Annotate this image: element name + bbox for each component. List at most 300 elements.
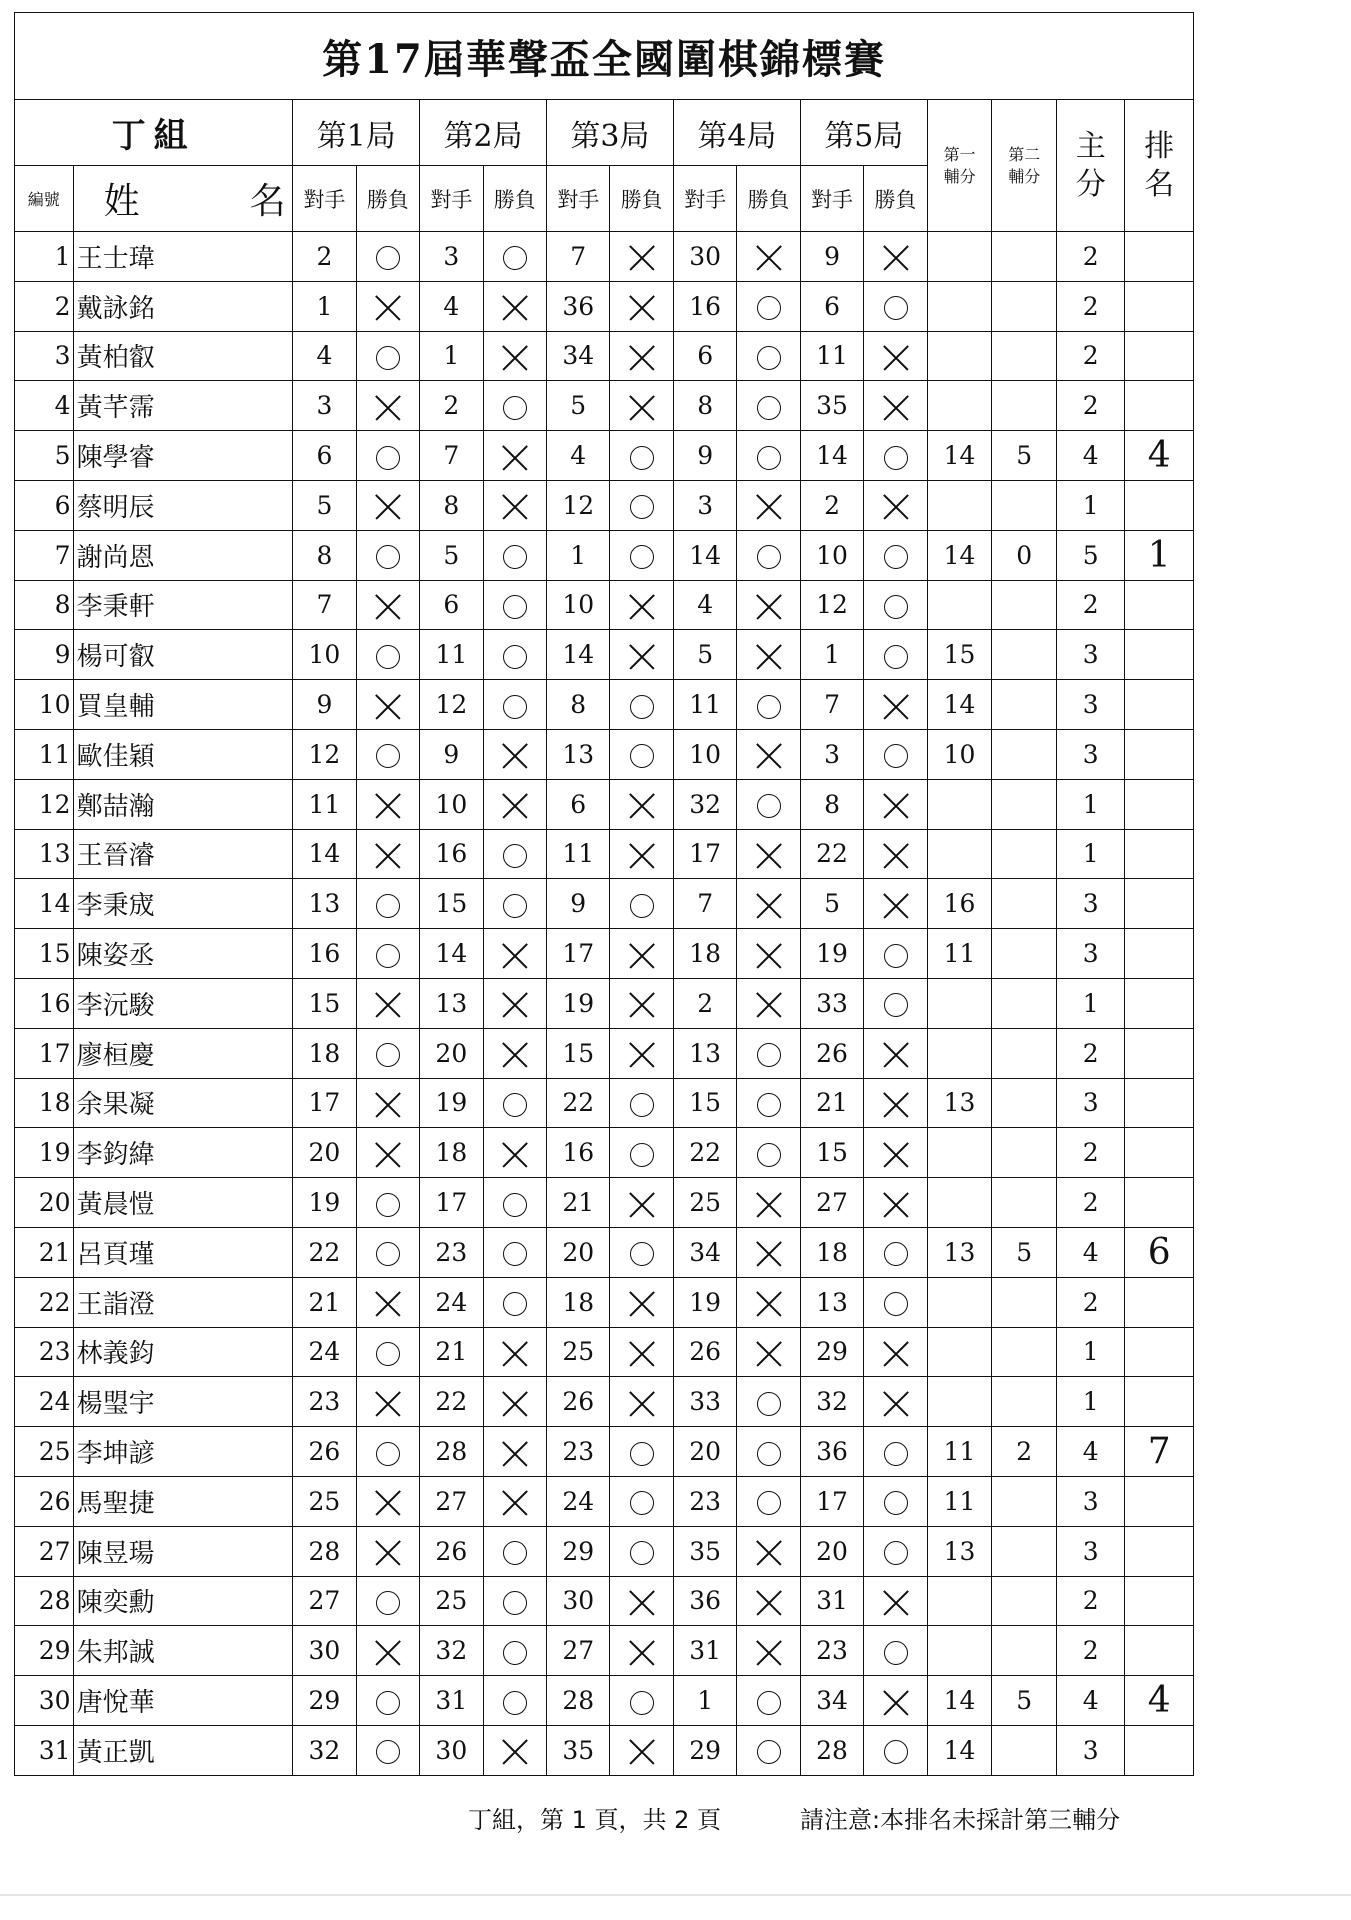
game-result <box>483 680 546 730</box>
opponent-number: 30 <box>293 1626 356 1676</box>
player-number: 31 <box>15 1725 74 1775</box>
player-number: 7 <box>15 530 74 580</box>
win-circle-icon <box>757 1442 781 1466</box>
player-row <box>15 1178 1194 1228</box>
opponent-number: 9 <box>420 729 483 779</box>
player-row <box>15 929 1194 979</box>
rank-value <box>1125 1277 1194 1327</box>
opponent-number: 22 <box>420 1377 483 1427</box>
opponent-number: 13 <box>547 729 610 779</box>
main-score-header <box>1057 100 1125 232</box>
game-result <box>483 580 546 630</box>
player-number: 23 <box>15 1327 74 1377</box>
game-result <box>610 1227 673 1277</box>
game-result <box>737 1128 800 1178</box>
game-result <box>864 1576 927 1626</box>
opponent-header: 對手 <box>547 166 610 232</box>
game-result <box>356 1476 419 1526</box>
player-number: 8 <box>15 580 74 630</box>
game-result <box>483 1277 546 1327</box>
game-result <box>356 929 419 979</box>
game-result <box>610 1626 673 1676</box>
opponent-number: 12 <box>293 729 356 779</box>
game-result <box>483 1476 546 1526</box>
win-circle-icon <box>884 944 908 968</box>
loss-cross-icon <box>628 1191 656 1219</box>
loss-cross-icon <box>882 792 910 820</box>
game-result <box>356 1526 419 1576</box>
player-name: 買皇輔 <box>73 680 293 730</box>
main-score-value: 1 <box>1057 1377 1125 1427</box>
loss-cross-icon <box>501 1141 529 1169</box>
player-number: 5 <box>15 431 74 481</box>
opponent-number: 18 <box>673 929 736 979</box>
rank-value <box>1125 1626 1194 1676</box>
win-circle-icon <box>503 1193 527 1217</box>
opponent-number: 30 <box>547 1576 610 1626</box>
loss-cross-icon <box>755 1191 783 1219</box>
tiebreak-2-value <box>992 1327 1057 1377</box>
opponent-number: 7 <box>293 580 356 630</box>
player-row <box>15 978 1194 1028</box>
tiebreak-2-header <box>992 100 1057 232</box>
win-circle-icon <box>884 645 908 669</box>
opponent-number: 19 <box>800 929 863 979</box>
opponent-number: 24 <box>547 1476 610 1526</box>
win-circle-icon <box>630 545 654 569</box>
opponent-number: 15 <box>547 1028 610 1078</box>
opponent-number: 6 <box>547 779 610 829</box>
player-row <box>15 1327 1194 1377</box>
win-circle-icon <box>376 446 400 470</box>
opponent-number: 17 <box>420 1178 483 1228</box>
tiebreak-1-value <box>927 1128 992 1178</box>
rank-value <box>1125 630 1194 680</box>
win-circle-icon <box>630 446 654 470</box>
name-header-part1: 姓 <box>103 181 140 222</box>
player-name: 楊琞宇 <box>73 1377 293 1427</box>
player-name: 陳姿丞 <box>73 929 293 979</box>
player-name: 李秉宬 <box>73 879 293 929</box>
game-result <box>737 1576 800 1626</box>
player-number: 27 <box>15 1526 74 1576</box>
opponent-number: 2 <box>420 381 483 431</box>
main-score-value: 3 <box>1057 1078 1125 1128</box>
game-result <box>737 929 800 979</box>
opponent-number: 32 <box>673 779 736 829</box>
main-score-value: 2 <box>1057 1626 1125 1676</box>
player-name: 黃正凱 <box>73 1725 293 1775</box>
win-circle-icon <box>376 944 400 968</box>
opponent-number: 9 <box>800 232 863 282</box>
opponent-number: 27 <box>547 1626 610 1676</box>
player-row <box>15 331 1194 381</box>
game-result <box>483 381 546 431</box>
game-result <box>483 1377 546 1427</box>
game-result <box>356 431 419 481</box>
win-circle-icon <box>630 695 654 719</box>
opponent-number: 26 <box>420 1526 483 1576</box>
opponent-number: 1 <box>420 331 483 381</box>
rank-value <box>1125 1526 1194 1576</box>
win-circle-icon <box>630 1093 654 1117</box>
result-header: 勝負 <box>356 166 419 232</box>
game-result <box>737 1078 800 1128</box>
tiebreak-2-value <box>992 1626 1057 1676</box>
tiebreak-1-value: 14 <box>927 680 992 730</box>
win-circle-icon <box>503 1691 527 1715</box>
win-circle-icon <box>757 1491 781 1515</box>
game-result <box>356 630 419 680</box>
loss-cross-icon <box>501 1390 529 1418</box>
game-result <box>864 630 927 680</box>
loss-cross-icon <box>374 1290 402 1318</box>
loss-cross-icon <box>628 792 656 820</box>
tiebreak-1-line2: 輔分 <box>943 166 976 186</box>
main-score-value: 4 <box>1057 1676 1125 1726</box>
loss-cross-icon <box>374 1390 402 1418</box>
loss-cross-icon <box>755 493 783 521</box>
win-circle-icon <box>376 744 400 768</box>
player-row <box>15 1526 1194 1576</box>
tiebreak-2-value: 2 <box>992 1427 1057 1477</box>
game-result <box>737 1327 800 1377</box>
game-result <box>737 331 800 381</box>
opponent-number: 10 <box>673 729 736 779</box>
game-result <box>864 530 927 580</box>
opponent-number: 32 <box>293 1725 356 1775</box>
game-result <box>610 1327 673 1377</box>
opponent-number: 26 <box>293 1427 356 1477</box>
game-result <box>864 1227 927 1277</box>
player-name: 楊可叡 <box>73 630 293 680</box>
opponent-number: 35 <box>547 1725 610 1775</box>
player-number: 1 <box>15 232 74 282</box>
tiebreak-2-value <box>992 1476 1057 1526</box>
player-row <box>15 381 1194 431</box>
player-rows <box>15 232 1194 1776</box>
opponent-number: 14 <box>293 829 356 879</box>
opponent-number: 28 <box>420 1427 483 1477</box>
game-result <box>864 978 927 1028</box>
tiebreak-1-value: 14 <box>927 1725 992 1775</box>
tiebreak-2-value <box>992 978 1057 1028</box>
opponent-number: 24 <box>420 1277 483 1327</box>
opponent-header: 對手 <box>673 166 736 232</box>
opponent-number: 5 <box>547 381 610 431</box>
rank-value: 4 <box>1125 1676 1194 1726</box>
opponent-number: 18 <box>800 1227 863 1277</box>
player-row <box>15 1427 1194 1477</box>
game-result <box>610 879 673 929</box>
loss-cross-icon <box>628 244 656 272</box>
win-circle-icon <box>376 1740 400 1764</box>
win-circle-icon <box>503 545 527 569</box>
player-number: 24 <box>15 1377 74 1427</box>
tiebreak-1-value <box>927 1327 992 1377</box>
game-result <box>356 232 419 282</box>
main-score-value: 1 <box>1057 978 1125 1028</box>
game-result <box>356 1028 419 1078</box>
player-row <box>15 1725 1194 1775</box>
opponent-number: 26 <box>673 1327 736 1377</box>
opponent-number: 1 <box>800 630 863 680</box>
player-row <box>15 729 1194 779</box>
win-circle-icon <box>884 1242 908 1266</box>
game-result <box>864 929 927 979</box>
win-circle-icon <box>503 1292 527 1316</box>
tiebreak-1-value <box>927 1377 992 1427</box>
opponent-number: 25 <box>673 1178 736 1228</box>
game-result <box>483 1725 546 1775</box>
main-score-value: 1 <box>1057 779 1125 829</box>
win-circle-icon <box>376 645 400 669</box>
player-row <box>15 530 1194 580</box>
player-name: 唐悅華 <box>73 1676 293 1726</box>
loss-cross-icon <box>882 892 910 920</box>
opponent-number: 28 <box>293 1526 356 1576</box>
opponent-number: 26 <box>547 1377 610 1427</box>
game-result <box>737 879 800 929</box>
round-header: 第1局 <box>293 100 420 166</box>
player-name: 王士瑋 <box>73 232 293 282</box>
loss-cross-icon <box>501 344 529 372</box>
game-result <box>610 729 673 779</box>
player-row <box>15 1576 1194 1626</box>
rank-value: 7 <box>1125 1427 1194 1477</box>
rank-value <box>1125 829 1194 879</box>
game-result <box>483 1028 546 1078</box>
game-result <box>864 1626 927 1676</box>
win-circle-icon <box>884 595 908 619</box>
main-score-value: 5 <box>1057 530 1125 580</box>
win-circle-icon <box>503 1591 527 1615</box>
player-name: 黃晨愷 <box>73 1178 293 1228</box>
opponent-number: 24 <box>293 1327 356 1377</box>
opponent-number: 9 <box>673 431 736 481</box>
player-row <box>15 580 1194 630</box>
tiebreak-1-line1: 第一 <box>943 144 976 164</box>
tiebreak-2-value <box>992 929 1057 979</box>
game-result <box>737 829 800 879</box>
loss-cross-icon <box>882 394 910 422</box>
opponent-number: 26 <box>800 1028 863 1078</box>
opponent-number: 23 <box>547 1427 610 1477</box>
loss-cross-icon <box>882 1340 910 1368</box>
win-circle-icon <box>757 1740 781 1764</box>
loss-cross-icon <box>628 344 656 372</box>
win-circle-icon <box>503 894 527 918</box>
tiebreak-2-value <box>992 1725 1057 1775</box>
game-result <box>737 1476 800 1526</box>
player-name: 李鈞緯 <box>73 1128 293 1178</box>
player-name: 蔡明辰 <box>73 480 293 530</box>
loss-cross-icon <box>501 991 529 1019</box>
rank-value <box>1125 1476 1194 1526</box>
opponent-number: 11 <box>800 331 863 381</box>
main-score-value: 3 <box>1057 680 1125 730</box>
opponent-number: 15 <box>420 879 483 929</box>
win-circle-icon <box>757 1093 781 1117</box>
opponent-number: 29 <box>293 1676 356 1726</box>
main-score-value: 4 <box>1057 431 1125 481</box>
loss-cross-icon <box>755 892 783 920</box>
game-result <box>356 1227 419 1277</box>
game-result <box>737 381 800 431</box>
rank-value <box>1125 680 1194 730</box>
game-result <box>483 1128 546 1178</box>
opponent-number: 6 <box>293 431 356 481</box>
game-result <box>483 1327 546 1377</box>
win-circle-icon <box>630 495 654 519</box>
opponent-number: 9 <box>293 680 356 730</box>
rank-value <box>1125 779 1194 829</box>
opponent-number: 4 <box>293 331 356 381</box>
player-number: 26 <box>15 1476 74 1526</box>
opponent-number: 33 <box>800 978 863 1028</box>
game-result <box>864 729 927 779</box>
rank-value <box>1125 281 1194 331</box>
player-name: 黃柏叡 <box>73 331 293 381</box>
win-circle-icon <box>757 296 781 320</box>
tiebreak-1-value <box>927 480 992 530</box>
game-result <box>737 1427 800 1477</box>
opponent-number: 17 <box>673 829 736 879</box>
opponent-number: 14 <box>673 530 736 580</box>
opponent-number: 22 <box>293 1227 356 1277</box>
tiebreak-1-value <box>927 281 992 331</box>
win-circle-icon <box>884 993 908 1017</box>
rank-value <box>1125 1078 1194 1128</box>
main-score-value: 3 <box>1057 630 1125 680</box>
player-name: 李坤諺 <box>73 1427 293 1477</box>
tiebreak-2-value: 5 <box>992 431 1057 481</box>
win-circle-icon <box>757 1691 781 1715</box>
main-score-value: 2 <box>1057 1178 1125 1228</box>
player-name: 陳昱瑒 <box>73 1526 293 1576</box>
player-number: 28 <box>15 1576 74 1626</box>
opponent-number: 30 <box>420 1725 483 1775</box>
loss-cross-icon <box>755 942 783 970</box>
loss-cross-icon <box>882 842 910 870</box>
opponent-number: 12 <box>800 580 863 630</box>
loss-cross-icon <box>501 294 529 322</box>
game-result <box>864 1078 927 1128</box>
loss-cross-icon <box>374 693 402 721</box>
tiebreak-2-value <box>992 480 1057 530</box>
main-score-value: 1 <box>1057 1327 1125 1377</box>
opponent-number: 36 <box>800 1427 863 1477</box>
game-result <box>483 729 546 779</box>
player-row <box>15 281 1194 331</box>
game-result <box>864 1676 927 1726</box>
opponent-number: 15 <box>293 978 356 1028</box>
game-result <box>483 1227 546 1277</box>
game-result <box>610 630 673 680</box>
main-score-value: 2 <box>1057 331 1125 381</box>
player-row <box>15 1626 1194 1676</box>
player-number: 2 <box>15 281 74 331</box>
game-result <box>610 431 673 481</box>
tiebreak-1-value <box>927 381 992 431</box>
opponent-number: 19 <box>293 1178 356 1228</box>
game-result <box>610 232 673 282</box>
player-row <box>15 630 1194 680</box>
loss-cross-icon <box>628 1639 656 1667</box>
opponent-number: 20 <box>293 1128 356 1178</box>
opponent-number: 6 <box>673 331 736 381</box>
main-score-value: 3 <box>1057 729 1125 779</box>
game-result <box>356 978 419 1028</box>
win-circle-icon <box>503 246 527 270</box>
game-result <box>737 281 800 331</box>
rank-value <box>1125 580 1194 630</box>
game-result <box>483 929 546 979</box>
win-circle-icon <box>757 396 781 420</box>
player-name: 鄭喆瀚 <box>73 779 293 829</box>
opponent-number: 18 <box>547 1277 610 1327</box>
main-score-value: 3 <box>1057 1476 1125 1526</box>
game-result <box>737 1526 800 1576</box>
tiebreak-1-value <box>927 232 992 282</box>
main-score-value: 2 <box>1057 381 1125 431</box>
win-circle-icon <box>884 1740 908 1764</box>
loss-cross-icon <box>755 1340 783 1368</box>
game-result <box>483 232 546 282</box>
opponent-number: 8 <box>547 680 610 730</box>
opponent-number: 31 <box>420 1676 483 1726</box>
loss-cross-icon <box>374 842 402 870</box>
opponent-number: 32 <box>800 1377 863 1427</box>
loss-cross-icon <box>882 1091 910 1119</box>
loss-cross-icon <box>501 1041 529 1069</box>
tiebreak-1-value: 13 <box>927 1078 992 1128</box>
player-number: 15 <box>15 929 74 979</box>
game-result <box>483 1676 546 1726</box>
game-result <box>610 1427 673 1477</box>
opponent-number: 14 <box>420 929 483 979</box>
scan-edge-line <box>0 1894 1351 1896</box>
loss-cross-icon <box>501 1340 529 1368</box>
opponent-number: 29 <box>800 1327 863 1377</box>
main-score-value: 4 <box>1057 1227 1125 1277</box>
game-result <box>864 331 927 381</box>
game-result <box>356 1576 419 1626</box>
game-result <box>737 1028 800 1078</box>
game-result <box>610 1526 673 1576</box>
opponent-number: 14 <box>547 630 610 680</box>
page-indicator: 丁組，第 1 頁，共 2 頁 <box>468 1806 722 1834</box>
opponent-number: 31 <box>800 1576 863 1626</box>
loss-cross-icon <box>501 1440 529 1468</box>
opponent-number: 19 <box>420 1078 483 1128</box>
tiebreak-2-value: 5 <box>992 1227 1057 1277</box>
game-result <box>356 480 419 530</box>
opponent-number: 5 <box>800 879 863 929</box>
loss-cross-icon <box>628 394 656 422</box>
game-result <box>483 1078 546 1128</box>
player-row <box>15 232 1194 282</box>
opponent-number: 13 <box>293 879 356 929</box>
win-circle-icon <box>884 1442 908 1466</box>
win-circle-icon <box>884 1292 908 1316</box>
opponent-number: 10 <box>800 530 863 580</box>
game-result <box>483 480 546 530</box>
opponent-number: 27 <box>420 1476 483 1526</box>
player-number: 17 <box>15 1028 74 1078</box>
win-circle-icon <box>503 396 527 420</box>
opponent-number: 8 <box>800 779 863 829</box>
